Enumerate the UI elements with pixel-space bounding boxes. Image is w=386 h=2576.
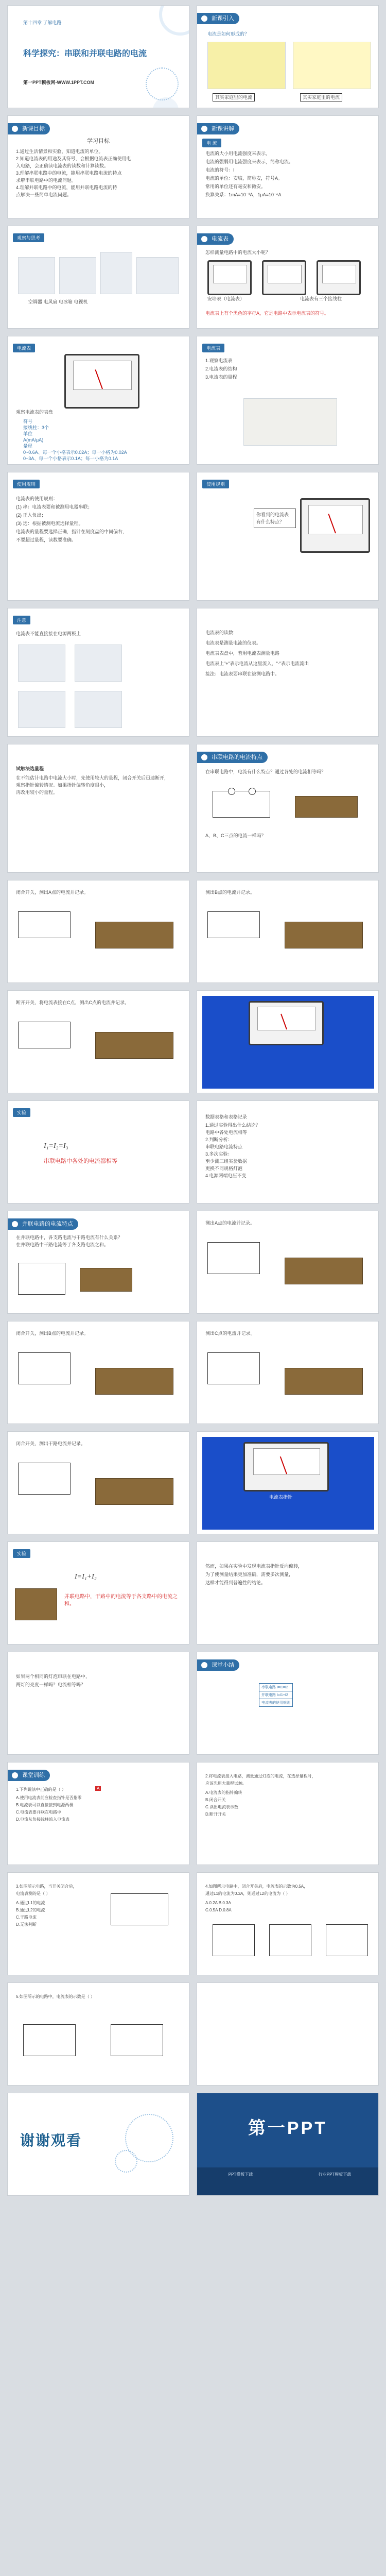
mcq-line: A.0.2A B.0.3A [205,1901,231,1905]
parallel-line: 在并联电路中干路电流等于各支路电流之和。 [16,1242,109,1247]
current-line: 换算关系：1mA=10⁻³A，1μA=10⁻⁶A [205,192,282,197]
rule-line: 电流表的量程要选择正确，指针在刻度盘的中间偏右， [16,529,128,534]
book-icon [201,126,207,132]
rule-line: 电流表的使用规则： [16,496,58,501]
slide-reading [197,608,379,737]
wrong-wiring-image [18,691,65,728]
mcq-line: D.断开开关 [205,1812,226,1817]
question-line: 两灯的亮度一样吗？电流相等吗？ [16,1682,86,1687]
slide-trial [7,744,189,873]
step-text: 测出C点的电流并记录。 [205,1331,255,1336]
structure-line: 3.电流表的量程 [205,375,237,380]
experiment-board-image [80,1268,132,1292]
section-banner: 新课引入 [197,13,239,24]
mcq-line: A.通过L1的电流 [16,1901,45,1905]
mcq-line: B.闭合开关 [205,1798,226,1802]
ammeter-image [262,260,306,295]
exercise-circuit-diagram [326,1924,368,1956]
slide-parallel-main [7,1431,189,1534]
data-line: 至少测三组实验数据 [205,1159,248,1164]
ammeter-icon [201,236,207,242]
slide-usage-rules [7,472,189,601]
experiment-board-image [95,922,173,948]
goal-line: 点解决一些简单电流问题。 [16,192,72,197]
trial-line: 再改用较小的量程。 [16,790,58,795]
slide-series-formula [7,1100,189,1204]
slide-series-data [197,1100,379,1204]
mcq-line: A.电流表的指针偏转 [205,1790,242,1795]
fridge-image [100,252,132,294]
reading-line: 接法：电流表要串联在被测电路中。 [205,671,280,676]
parallel-formula: I=I₁+I₂ [75,1573,97,1581]
experiment-board-image [285,1258,363,1284]
dial-line: 量程 [23,444,33,449]
animation-caption: 电流表指针 [269,1495,293,1500]
slide-current [197,115,379,218]
tv-image [136,257,179,294]
slide-parallel-c [197,1321,379,1424]
trial-line: 在不能估计电路中电流大小时，先使用较大的量程，闭合开关后迅速断开， [16,775,169,781]
experiment-board-image [285,1368,363,1395]
goal-line: 3.理解串联电路中的电流，能用串联电路电流的特点 [16,171,122,176]
structure-line: 2.电流表的结构 [205,366,237,371]
mcq-line: 2.将电流表接入电路，测量通过灯泡的电流，在选择量程时， [205,1774,316,1778]
parallel-circuit-diagram [18,1352,71,1384]
slide-appliances [7,226,189,329]
step-text: 测出A点的电流并记录。 [205,1221,255,1226]
dial-line: 接线柱：3个 [23,425,49,430]
slide-parallel-animation [197,1431,379,1534]
tag-label: 电流表 [202,344,224,352]
dial-line: A(mA/μA) [23,437,44,443]
series-circuit-diagram [207,911,260,938]
target-icon [12,126,18,132]
wrong-wiring-image [75,691,122,728]
slide-goals [7,115,189,218]
observe-line: 有什么特点？ [256,519,285,524]
question-line: 如果两个相同的灯泡串联在电路中， [16,1674,91,1679]
structure-line: 1.观察电流表 [205,358,233,363]
slide-thanks [7,2093,189,2196]
data-line: 1.通过实验得出什么结论？ [205,1123,260,1128]
rule-line: (3) 选：根据被测电流选择量程。 [16,521,83,526]
reading-line: 电流表上"+"表示电流从这里流入，"-"表示电流流出 [205,661,309,666]
parallel-circuit-diagram [18,1263,65,1295]
parallel-conclusion: 并联电路中，干路中的电流等于各支路中的电流之和。 [64,1594,178,1607]
summary-cell: 串联电路 I=I1=I2 [259,1684,293,1691]
mcq-line: D.无法判断 [16,1922,37,1927]
mcq-line: 1.下列说法中正确的是（ ） [16,1787,66,1792]
ammeter-image [300,498,370,553]
slide-question [7,1652,189,1755]
observe-box [254,509,296,528]
tag-label: 使用规则 [202,480,229,488]
step-text: 闭合开关，测出B点的电流并记录。 [16,1331,89,1336]
thinking-line: 然而，如果在实验中发现电流表指针反向偏转， [205,1564,303,1569]
ammeter-caption: 电流表有三个接线柱 [300,296,342,301]
reading-line: 电流表表盘中，若用电流表测量电路 [205,651,280,656]
ammeter-question: 怎样测量电路中的电流大小呢？ [205,250,271,255]
mcq-line: B.通过L2的电流 [16,1908,45,1912]
mcq-line: A.使用电流表前应检查指针是否指零 [16,1795,82,1800]
ammeter-image [249,1001,324,1045]
series-formula: I₁=I₂=I₃ [44,1142,68,1150]
dial-line: 符号 [23,419,33,424]
warning-caption: 电流表不能直接接在电源两极上 [16,631,81,636]
air-conditioner-image [18,257,55,294]
exercise-circuit-diagram [213,1924,255,1956]
list-icon [201,1662,207,1668]
data-line: 4.电源两端电压不变 [205,1173,247,1178]
slide-parallel [7,1211,189,1314]
experiment-board-image [95,1368,173,1395]
lamp-icon [249,788,256,795]
ammeter-note: 电流表上有个黑色的字母A，它是电路中表示电流表的符号。 [205,311,329,316]
series-question: 在串联电路中，电流有什么特点？通过各处的电流相等吗？ [205,769,326,774]
mcq-line: 3.如图所示电路，当开关闭合后， [16,1884,77,1889]
terminals-image [243,398,337,446]
tag-label: 电流表 [13,344,35,352]
slide-ammeter-structure [197,336,379,465]
circuit-icon [12,1221,18,1227]
tag-label: 观察与思考 [13,233,44,242]
tag-label: 实验 [13,1108,30,1117]
mcq-line: 4.如图所示电路中，闭合开关后，电流表的示数为0.5A， [205,1884,308,1889]
intro-question: 电流是如何形成的？ [207,31,250,37]
mcq-line: C.读出电流表示数 [205,1805,238,1809]
goal-line: 1.通过生活情景和实验，知道电流的单位。 [16,149,103,154]
slide-thinking [197,1541,379,1645]
thinking-line: 这样才能得到普遍性的结论。 [205,1580,266,1585]
goal-line: 4.理解并联电路中的电流，能用并联电路电流的特 [16,185,117,190]
slide-summary [197,1652,379,1755]
current-line: 电流的强弱用电流强度来表示，简称电流。 [205,159,294,164]
trial-line: 观察指针偏转情况。如果指针偏转角度很小， [16,783,109,788]
mcq-line: C.干路电流 [16,1915,37,1920]
reading-line: 电流表的读数: [205,630,235,635]
circuit-image-left [207,42,286,89]
section-banner: 并联电路的电流特点 [8,1218,78,1230]
slide-intro [197,5,379,108]
rule-line: (1) 串：电流表要和被测用电器串联； [16,504,93,510]
series-circuit-diagram [213,791,270,818]
caption-left: 其实家庭里的电流 [213,93,255,101]
series-circuit-diagram [18,1022,71,1048]
exercise-circuit-diagram [111,2024,163,2056]
current-line: 常用的单位还有毫安和微安。 [205,184,266,189]
ammeter-image [317,260,361,295]
section-banner: 课堂小结 [197,1659,239,1671]
cover-site: 第一PPT模板网-WWW.1PPT.COM [23,80,94,85]
step-text: 闭合开关，测出干路电流并记录。 [16,1441,86,1446]
slide-exercise-4 [197,1872,379,1975]
observe-line: 你看到的电流表 [256,512,289,517]
experiment-board-image [95,1032,173,1059]
bulb-icon [201,15,207,22]
step-text: 测出B点的电流并记录。 [205,890,255,895]
exercise-circuit-diagram [23,2024,76,2056]
series-conclusion: 串联电路中各处的电流都相等 [44,1158,117,1164]
slide-parallel-b [7,1321,189,1424]
tag-label: 使用规则 [13,480,40,488]
trial-heading: 试触法选量程 [16,766,44,771]
dial-line: 0~3A、每一个小格表示0.1A；每一小格为0.1A [23,456,118,461]
slide-ammeter-observe [197,472,379,601]
slide-series-b [197,880,379,983]
site-logo: 第一PPT [248,2119,328,2138]
section-banner: 串联电路的电流特点 [197,752,268,763]
section-banner: 电流表 [197,233,234,245]
mcq-line: 5.如图所示的电路中，电流表的示数是（ ） [16,1994,95,1999]
reading-line: 电流表是测量电流的仪表。 [205,640,261,646]
parallel-circuit-diagram [207,1242,260,1274]
mcq-line: 通过L1的电流为0.3A，则通过L2的电流为（ ） [205,1891,290,1896]
slide-ammeter-dial [7,336,189,465]
series-circuit-diagram [18,911,71,938]
step-text: 闭合开关，测出A点的电流并记录。 [16,890,89,895]
footer-link-left[interactable]: PPT模板下载 [228,2172,253,2177]
experiment-board-image [295,796,358,818]
circuit-image-right [293,42,371,89]
experiment-board-image [15,1588,57,1620]
goal-line: 入电路，会正确读电流表的读数和计算读数。 [16,163,109,168]
ammeter-image [243,1442,329,1492]
thinking-line: 为了使测量结果更加准确，需要多次测量， [205,1572,294,1577]
data-line: 更换不同规格灯泡 [205,1166,243,1171]
logo-footer [197,2167,378,2195]
series-answer: A、B、C三点的电流一样吗？ [205,833,266,838]
mcq-line: D.电流从负接线柱流入电流表 [16,1817,69,1822]
data-line: 2.判断分析： [205,1137,233,1142]
slide-logo [197,2093,379,2196]
parallel-circuit-diagram [207,1352,260,1384]
ammeter-caption: 安培表（电流表） [207,296,245,301]
slide-ammeter [197,226,379,329]
fan-image [59,257,96,294]
slide-series-c [7,990,189,1093]
dial-line: 单位 [23,431,33,436]
ammeter-image [207,260,252,295]
summary-cell: 电流表的使用规则 [259,1699,293,1707]
footer-link-right[interactable]: 行业PPT模板下载 [318,2172,352,2177]
section-banner: 新课目标 [8,123,50,134]
sub-heading: 电 流 [202,139,221,147]
rule-line: 不要超过量程，读数要准确。 [16,537,77,543]
cover-title: 科学探究：串联和并联电路的电流 [23,49,147,58]
unit-label: 第十四章 了解电路 [23,20,62,25]
goal-line: 2.知道电流表的用途及其符号，会根据电流表正确使用电 [16,156,131,161]
slide-warning [7,608,189,737]
tag-label: 注意 [13,616,30,624]
exercise-circuit-diagram [111,1893,168,1925]
goal-line: 求解串联电路中的电流问题。 [16,178,77,183]
pencil-icon [12,1772,18,1778]
current-line: 电流的符号：I [205,167,235,173]
current-line: 电流的单位：安培，简称安，符号A。 [205,176,283,181]
slide-series-animation [197,990,379,1093]
section-banner: 课堂训练 [8,1770,50,1781]
answer-badge: A [95,1786,101,1791]
slide-blank [197,1982,379,2086]
dial-line: 观察电流表的表盘 [16,410,54,415]
slide-exercise-5 [7,1982,189,2086]
parallel-line: 在并联电路中，各支路电流与干路电流有什么关系？ [16,1235,123,1240]
data-line: 3.多次实验： [205,1151,233,1157]
summary-table [259,1683,293,1707]
data-line: 数据表格和表格记录 [205,1114,248,1120]
caption-right: 其实家庭里的电流 [300,93,342,101]
slide-exercise-1 [7,1762,189,1865]
mcq-line: C.电流表要并联在电路中 [16,1810,61,1815]
lamp-icon [228,788,235,795]
mcq-line: C.0.5A D.0.8A [205,1908,232,1912]
data-line: 电路中各处电流相等 [205,1130,248,1135]
rule-line: (2) 正入负出； [16,513,46,518]
current-line: 电流的大小用电流强度来表示。 [205,151,271,156]
slide-series [197,744,379,873]
dial-line: 0~0.6A、每一个小格表示0.02A；每一小格为0.02A [23,450,127,455]
mcq-line: B.电流表可以直接接到电源两极 [16,1803,74,1807]
mcq-line: 应该先用大量程试触。 [205,1781,247,1786]
parallel-circuit-diagram [18,1463,71,1495]
slide-parallel-a [197,1211,379,1314]
slide-exercise-3 [7,1872,189,1975]
summary-cell: 并联电路 I=I1+I2 [259,1691,293,1699]
appliance-caption: 空调器 电风扇 电冰箱 电视机 [28,299,88,304]
slide-series-a [7,880,189,983]
mcq-line: 电流表测的是（ ） [16,1891,50,1896]
slide-cover [7,5,189,108]
ammeter-dial-image [64,354,139,409]
experiment-board-image [285,922,363,948]
step-text: 断开开关，将电流表接在C点，测出C点的电流并记录。 [16,1000,130,1005]
tag-label: 实验 [13,1549,30,1558]
slide-parallel-formula [7,1541,189,1645]
wrong-wiring-image [75,645,122,682]
data-line: 串联电路电流特点 [205,1144,243,1149]
thanks-title: 谢谢观看 [20,2132,82,2148]
circuit-icon [201,754,207,760]
wrong-wiring-image [18,645,65,682]
exercise-circuit-diagram [269,1924,311,1956]
experiment-board-image [95,1478,173,1505]
goals-heading: 学习目标 [87,138,110,144]
slide-exercise-2 [197,1762,379,1865]
section-banner: 新课讲解 [197,123,239,134]
